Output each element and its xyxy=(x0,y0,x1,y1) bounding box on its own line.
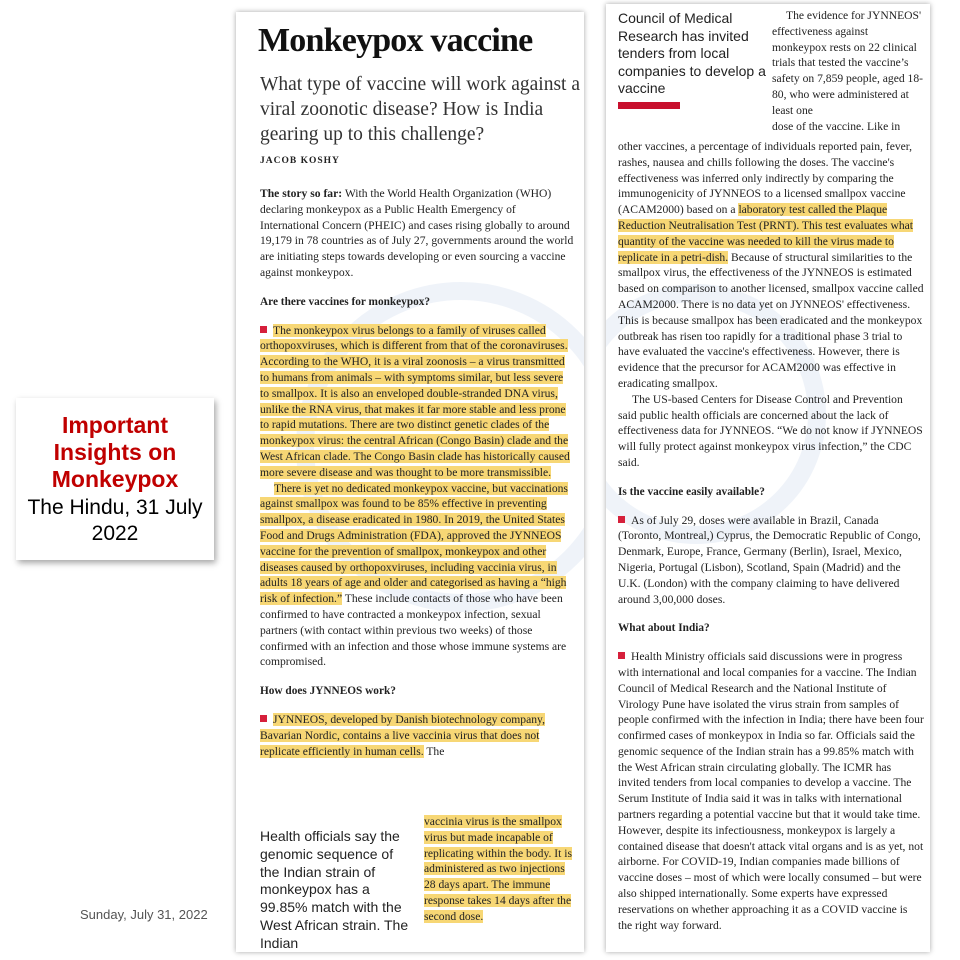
section-heading-india: What about India? xyxy=(618,622,710,635)
section-marker-icon xyxy=(618,516,625,523)
insights-callout xyxy=(16,398,214,560)
paragraph-availability xyxy=(618,513,924,608)
story-lead: The story so far: xyxy=(260,187,343,200)
pull-quote-col2: Council of Medical Research has invited tenders from local companies to develop a vaccine xyxy=(618,10,766,97)
pull-quote-red-bar xyxy=(618,102,680,109)
paragraph-evidence-b: Because of structural similarities to the smallpox virus, the effectiveness of the JYNNEOS is estimated based on comparison to another licensed, smallpox vaccine called ACAM2000. There is no data yet on JYNNEOS' effectiveness. This is because smallpox has been eradicated and the monkeypox outbreak has risen too rapidly for a traditional phase 3 trial to have evaluated the vaccine's effectiveness. However, there is evidence that the precursor for ACAM2000 was effective in eradicating smallpox. xyxy=(618,250,924,390)
story-text: With the World Health Organization (WHO) declaring monkeypox as a Public Health Emergency of International Concern (PHEIC) and cases rising globally to around 19,179 in 78 countries as of July 27, governments around the world are initiating steps towards developing or even sourcing a vaccine against monkeypox. xyxy=(260,187,574,279)
article-body-col2 xyxy=(618,139,924,933)
paragraph-cdc: The US-based Centers for Disease Control and Prevention said public health officials are concerned about the lack of effectiveness data for JYNNEOS. “We do not know if JYNNEOS will fully protect against monkeypox virus infection,” the CDC said. xyxy=(618,392,923,469)
paragraph-jynneos xyxy=(260,712,574,759)
section-marker-icon xyxy=(260,715,267,722)
section-heading-jynneos: How does JYNNEOS work? xyxy=(260,685,396,698)
article-column-2 xyxy=(606,4,930,952)
callout-title: Important Insights on Monkeypox xyxy=(51,411,179,492)
paragraph-orthopox-text: The monkeypox virus belongs to a family of viruses called orthopoxviruses, which is different from that of the coronaviruses. According to the WHO, it is a viral zoonosis – a virus transmitted to humans from animals – with symptoms similar, but less severe to smallpox. It is also an enveloped double-stranded DNA virus, unlike the RNA virus, that makes it far more stable and less prone to rapid mutations. There are two distinct genetic clades of the monkeypox virus: the central African (Congo Basin) clade and the West African clade. The Congo Basin clade has historically caused more severe disease and was thought to be more transmissible. xyxy=(260,323,570,479)
paragraph-jynneos-continued-text: vaccinia virus is the smallpox virus but made incapable of replicating within the body. It is administered as two injections 28 days apart. The immune response takes 14 days after the second dose. xyxy=(424,815,573,923)
paragraph-jynneos-tail: The xyxy=(423,744,445,758)
paragraph-evidence xyxy=(618,139,924,392)
section-heading-availability: Is the vaccine easily available? xyxy=(618,485,765,498)
paragraph-no-vaccine-rest: These include contacts of those who have been confirmed to have contracted a monkeypox infection, sexual partners (with contact within previous two weeks) of those confirmed with an infection and those whose immune systems are compromised. xyxy=(260,592,567,669)
paragraph-jynneos-highlight: JYNNEOS, developed by Danish biotechnology company, Bavarian Nordic, contains a live vaccinia virus that does not replicate efficiently in human cells. xyxy=(260,712,545,758)
article-byline: JACOB KOSHY xyxy=(260,156,340,166)
paragraph-india-text: Health Ministry officials said discussions were in progress with international and local companies for a vaccine. The Indian Council of Medical Research and the National Institute of Virology Pune have isolated the virus strain from samples of people confirmed with the infection in India; there have been four confirmed cases of monkeypox in India so far. Officials said the genomic sequence of the Indian strain has a 99.85% match with the West African strain circulating globally. The ICMR has invited tenders from local companies to develop a vaccine. The Serum Institute of India said it was in talks with international partners regarding a potential vaccine but that it would take time. However, despite its infectiousness, monkeypox is largely a contained disease that doesn't attack vital organs and is as yet, not airborne. For COVID-19, Indian companies made billions of vaccine doses – most of which were locally consumed – but were also shipped internationally. Some experts have expressed reservations on whether approaching it as a COVID vaccine is the right way forward. xyxy=(618,650,924,932)
paragraph-no-vaccine xyxy=(260,481,574,671)
paragraph-evidence-narrow-tail: dose of the vaccine. Like in xyxy=(772,119,901,133)
paragraph-orthopox xyxy=(260,323,574,481)
pull-quote-col1: Health officials say the genomic sequence of the Indian strain of monkeypox has a 99.85% match with the West African strain. The Indian xyxy=(260,828,409,951)
paragraph-india xyxy=(618,649,924,933)
paragraph-evidence-narrow xyxy=(772,8,924,134)
paragraph-jynneos-continued xyxy=(424,814,574,925)
footer-date: Sunday, July 31, 2022 xyxy=(80,907,208,922)
section-heading-vaccines: Are there vaccines for monkeypox? xyxy=(260,295,431,308)
paragraph-no-vaccine-highlight: There is yet no dedicated monkeypox vaccine, but vaccinations against smallpox was found to be 85% effective in preventing smallpox, a disease eradicated in 1980. In 2019, the United States Food and Drugs Administration (FDA), approved the JYNNEOS vaccine for the prevention of smallpox, monkeypox and other diseases caused by orthopoxviruses, including vaccinia virus, in adults 18 years of age and older and categorised as having a “high risk of infection.” xyxy=(260,481,568,606)
article-body-col1 xyxy=(260,186,574,759)
paragraph-evidence-highlight: laboratory test called the Plaque Reduction Neutralisation Test (PRNT). This test evaluates what quantity of the vaccine was needed to kill the virus made to replicate in a petri-dish. xyxy=(618,203,913,264)
story-so-far xyxy=(260,186,574,281)
section-marker-icon xyxy=(260,326,267,333)
section-marker-icon xyxy=(618,652,625,659)
article-column-1 xyxy=(236,12,584,952)
paragraph-evidence-narrow-text: The evidence for JYNNEOS' effectiveness against monkeypox rests on 22 clinical trials that tested the vaccine’s safety on 7,859 people, aged 18-80, who were administered at least one xyxy=(772,9,923,117)
paragraph-availability-text: As of July 29, doses were available in Brazil, Canada (Toronto, Montreal,) Cyprus, the Democratic Republic of Congo, Denmark, Europe, France, Germany (Berlin), Israel, Mexico, Nigeria, Portugal (Lisbon), Scotland, Spain (Madrid) and the U.K. (London) with the company claiming to have delivered around 3,00,000 doses. xyxy=(618,513,921,606)
article-headline: Monkeypox vaccine xyxy=(258,22,533,59)
article-subheadline: What type of vaccine will work against a viral zoonotic disease? How is India gearing up to this challenge? xyxy=(260,74,581,145)
callout-source: The Hindu, 31 July 2022 xyxy=(27,495,203,545)
paragraph-evidence-a: other vaccines, a percentage of individuals reported pain, fever, rashes, nausea and chills following the doses. The vaccine's effectiveness was inferred only indirectly by comparing the immunogenicity of JYNNEOS to a licensed smallpox vaccine (ACAM2000) based on a xyxy=(618,140,913,217)
